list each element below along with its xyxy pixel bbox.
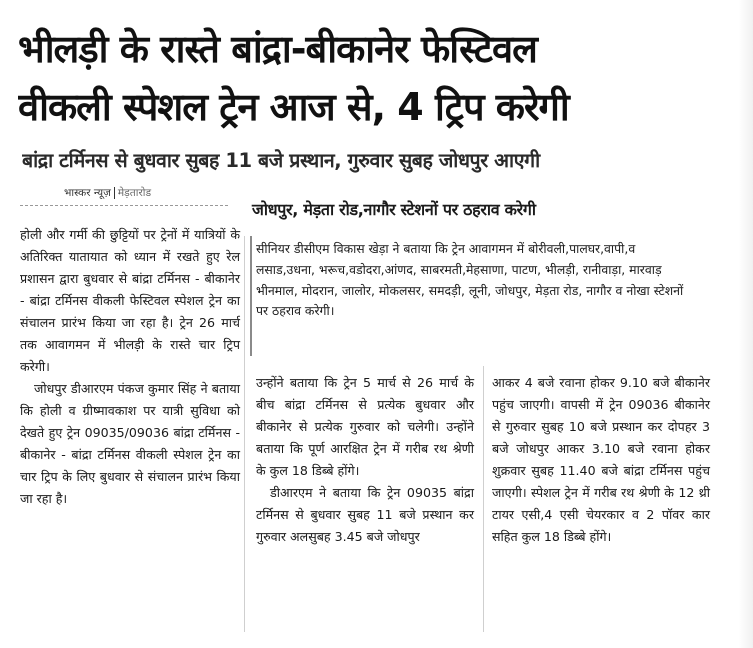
column2-paragraph-2: डीआरएम ने बताया कि ट्रेन 09035 बांद्रा टर्मिनस से बुधवार सुबह 11 बजे प्रस्थान कर गुरुवार अलसुबह 3.45 बजे जोधपुर	[256, 485, 474, 544]
byline-divider	[20, 205, 228, 206]
column3-paragraph-1: आकर 4 बजे रवाना होकर 9.10 बजे बीकानेर पहुंच जाएगी। वापसी में ट्रेन 09036 बीकानेर से गुरुवार सुबह 10 बजे प्रस्थान कर दोपहर 3 बजे जोधपुर आकर 3.10 बजे रवाना होकर शुक्रवार सुबह 11.40 बजे बांद्रा टर्मिनस पहुंच जाएगी। स्पेशल ट्रेन में गरीब रथ श्रेणी के 12 थ्री टायर एसी,4 एसी चेयरकार व 2 पॉवर कार सहित कुल 18 डिब्बे होंगे।	[492, 375, 710, 544]
column-divider	[244, 236, 245, 632]
byline-source: भास्कर न्यूज़	[64, 187, 111, 199]
byline-location: मेड़तारोड	[117, 187, 152, 199]
article-column-2	[256, 372, 474, 548]
subheadline: बांद्रा टर्मिनस से बुधवार सुबह 11 बजे प्रस्थान, गुरुवार सुबह जोधपुर आएगी	[22, 149, 540, 172]
side-heading: जोधपुर, मेड़ता रोड,नागौर स्टेशनों पर ठहराव करेगी	[252, 200, 536, 219]
info-box	[256, 239, 696, 322]
article-column-3	[492, 372, 710, 548]
page-edge-shadow	[739, 0, 753, 648]
headline-line-2: वीकली स्पेशल ट्रेन आज से, 4 ट्रिप करेगी	[18, 85, 569, 129]
column1-paragraph-1: होली और गर्मी की छुट्टियों पर ट्रेनों में यात्रियों के अतिरिक्त यातायात को ध्यान में रखते हुए रेल प्रशासन द्वारा बुधवार से बांद्रा टर्मिनस - बीकानेर - बांद्रा टर्मिनस वीकली फेस्टिवल स्पेशल ट्रेन का संचालन प्रारंभ किया जा रहा है। ट्रेन 26 मार्च तक आवागमन में भीलड़ी के रास्ते चार ट्रिप करेगी।	[20, 227, 240, 374]
byline-separator	[114, 187, 115, 199]
column-divider	[483, 366, 484, 632]
column1-paragraph-2: जोधपुर डीआरएम पंकज कुमार सिंह ने बताया कि होली व ग्रीष्मावकाश पर यात्री सुविधा को देखते हुए ट्रेन 09035/09036 बांद्रा टर्मिनस - बीकानेर - बांद्रा टर्मिनस वीकली स्पेशल ट्रेन का चार ट्रिप के लिए बुधवार से संचालन प्रारंभ किया जा रहा है।	[20, 381, 240, 506]
info-box-text: सीनियर डीसीएम विकास खेड़ा ने बताया कि ट्रेन आवागमन में बोरीवली,पालघर,वापी,व लसाड,उधना, भरूच,वडोदरा,आंणद, साबरमती,मेहसाणा, पाटण, भीलड़ी, रानीवाड़ा, मारवाड़ भीनमाल, मोदरान, जालोर, मोकलसर, समदड़ी, लूनी, जोधपुर, मेड़ता रोड, नागौर व नोखा स्टेशनों पर ठहराव करेगी।	[256, 241, 684, 319]
byline	[64, 186, 151, 200]
column2-paragraph-1: उन्होंने बताया कि ट्रेन 5 मार्च से 26 मार्च के बीच बांद्रा टर्मिनस से प्रत्येक बुधवार और बीकानेर से प्रत्येक गुरुवार को चलेगी। उन्होंने बताया कि पूर्ण आरक्षित ट्रेन में गरीब रथ श्रेणी के कुल 18 डिब्बे होंगे।	[256, 375, 474, 478]
article-column-1	[20, 224, 240, 510]
headline-line-1: भीलड़ी के रास्ते बांद्रा-बीकानेर फेस्टिवल	[18, 27, 537, 71]
